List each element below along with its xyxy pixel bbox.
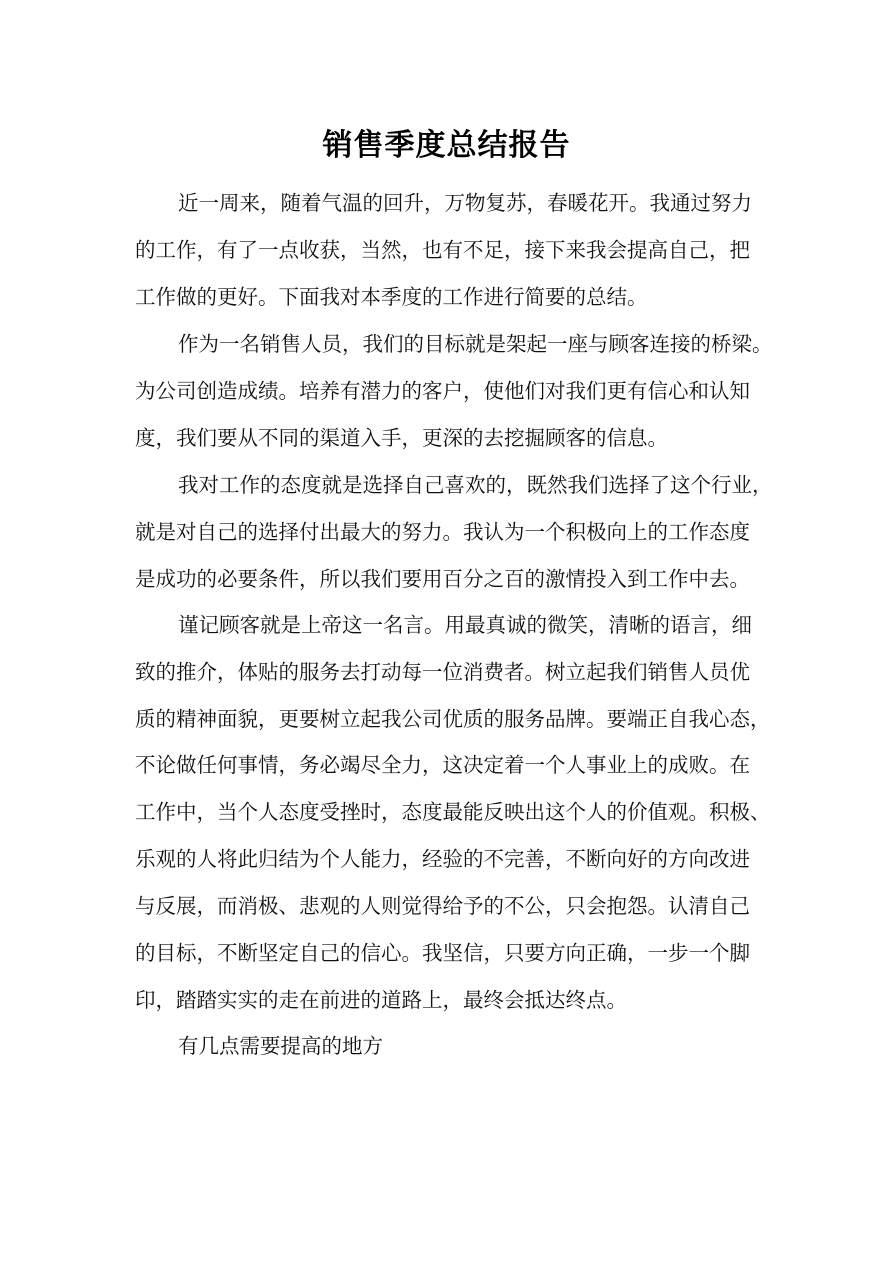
paragraph-3-line-2: 就是对自己的选择付出最大的努力。我认为一个积极向上的工作态度 [135,520,750,544]
paragraph-4-line-8: 的目标，不断坚定自己的信心。我坚信，只要方向正确，一步一个脚 [135,941,750,965]
paragraph-4-line-4: 不论做任何事情，务必竭尽全力，这决定着一个人事业上的成败。在 [135,753,750,777]
paragraph-3-line-3: 是成功的必要条件，所以我们要用百分之百的激情投入到工作中去。 [135,567,750,591]
paragraph-4-line-2: 致的推介，体贴的服务去打动每一位消费者。树立起我们销售人员优 [135,660,750,684]
paragraph-4-line-6: 乐观的人将此归结为个人能力，经验的不完善，不断向好的方向改进 [135,847,750,871]
paragraph-4-line-5: 工作中，当个人态度受挫时，态度最能反映出这个人的价值观。积极、 [135,800,771,824]
paragraph-2-line-2: 为公司创造成绩。培养有潜力的客户，使他们对我们更有信心和认知 [135,379,750,403]
paragraph-1-line-1: 近一周来，随着气温的回升，万物复苏，春暖花开。我通过努力 [178,191,752,215]
paragraph-1-line-2: 的工作，有了一点收获，当然，也有不足，接下来我会提高自己，把 [135,238,750,262]
page-title: 销售季度总结报告 [322,128,571,163]
paragraph-4-line-9: 印，踏踏实实的走在前进的道路上，最终会抵达终点。 [135,988,627,1012]
paragraph-4-line-3: 质的精神面貌，更要树立起我公司优质的服务品牌。要端正自我心态， [135,707,771,731]
paragraph-4-line-7: 与反展，而消极、悲观的人则觉得给予的不公，只会抱怨。认清自己 [135,894,750,918]
paragraph-4-line-1: 谨记顾客就是上帝这一名言。用最真诚的微笑，清晰的语言，细 [178,613,752,637]
paragraph-1-line-3: 工作做的更好。下面我对本季度的工作进行简要的总结。 [135,285,648,309]
paragraph-3-line-1: 我对工作的态度就是选择自己喜欢的，既然我们选择了这个行业， [178,473,773,497]
paragraph-2-line-1: 作为一名销售人员，我们的目标就是架起一座与顾客连接的桥梁。 [178,332,773,356]
paragraph-2-line-3: 度，我们要从不同的渠道入手，更深的去挖掘顾客的信息。 [135,426,668,450]
paragraph-5-line-1: 有几点需要提高的地方 [178,1034,383,1058]
